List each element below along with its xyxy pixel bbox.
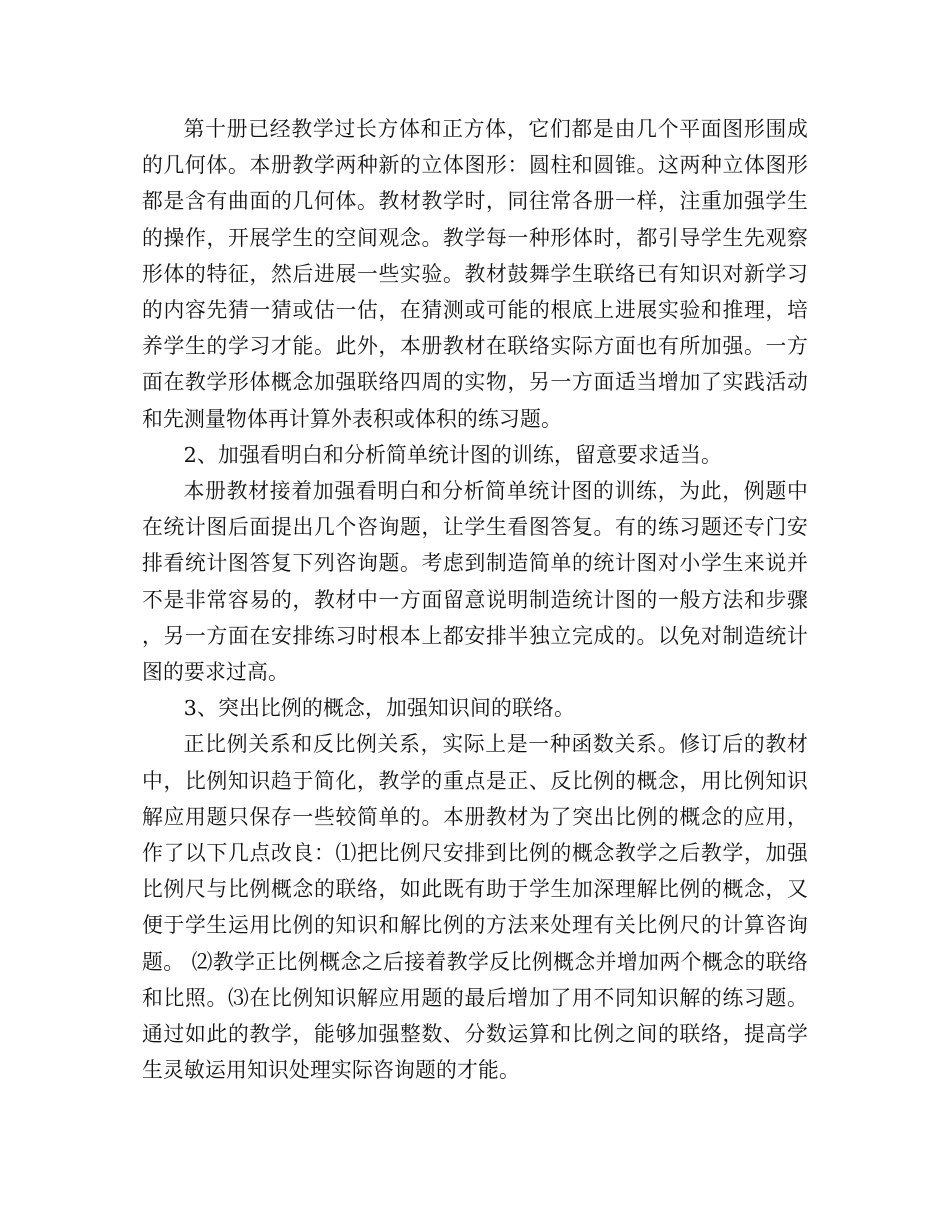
document-body xyxy=(142,111,808,1088)
paragraph-proportion: 正比例关系和反比例关系，实际上是一种函数关系。修订后的教材中，比例知识趋于简化，教学的重点是正、反比例的概念，用比例知识解应用题只保存一些较简单的。本册教材为了突出比例的概念的应用，作了以下几点改良：⑴把比例尺安排到比例的概念教学之后教学，加强比例尺与比例概念的联络，如此既有助于学生加深理解比例的概念，又便于学生运用比例的知识和解比例的方法来处理有关比例尺的计算咨询题。 ⑵教学正比例概念之后接着教学反比例概念并增加两个概念的联络和比照。⑶在比例知识解应用题的最后增加了用不同知识解的练习题。通过如此的教学，能够加强整数、分数运算和比例之间的联络，提高学生灵敏运用知识处理实际咨询题的才能。 xyxy=(142,732,808,1083)
paragraph-geometry: 第十册已经教学过长方体和正方体，它们都是由几个平面图形围成的几何体。本册教学两种新的立体图形：圆柱和圆锥。这两种立体图形都是含有曲面的几何体。教材教学时，同往常各册一样，注重加强学生的操作，开展学生的空间观念。教学每一种形体时，都引导学生先观察形体的特征，然后进展一些实验。教材鼓舞学生联络已有知识对新学习的内容先猜一猜或估一估，在猜测或可能的根底上进展实验和推理，培养学生的学习才能。此外，本册教材在联络实际方面也有所加强。一方面在教学形体概念加强联络四周的实物，另一方面适当增加了实践活动和先测量物体再计算外表积或体积的练习题。 xyxy=(142,117,808,431)
paragraph-statistics: 本册教材接着加强看明白和分析简单统计图的训练，为此，例题中在统计图后面提出几个咨询题，让学生看图答复。有的练习题还专门安排看统计图答复下列咨询题。考虑到制造简单的统计图对小学生来说并不是非常容易的，教材中一方面留意说明制造统计图的一般方法和步骤，另一方面在安排练习时根本上都安排半独立完成的。以免对制造统计图的要求过高。 xyxy=(142,479,808,685)
heading-proportion: 3、突出比例的概念，加强知识间的联络。 xyxy=(183,696,575,721)
heading-statistics: 2、加强看明白和分析简单统计图的训练，留意要求适当。 xyxy=(183,442,722,467)
